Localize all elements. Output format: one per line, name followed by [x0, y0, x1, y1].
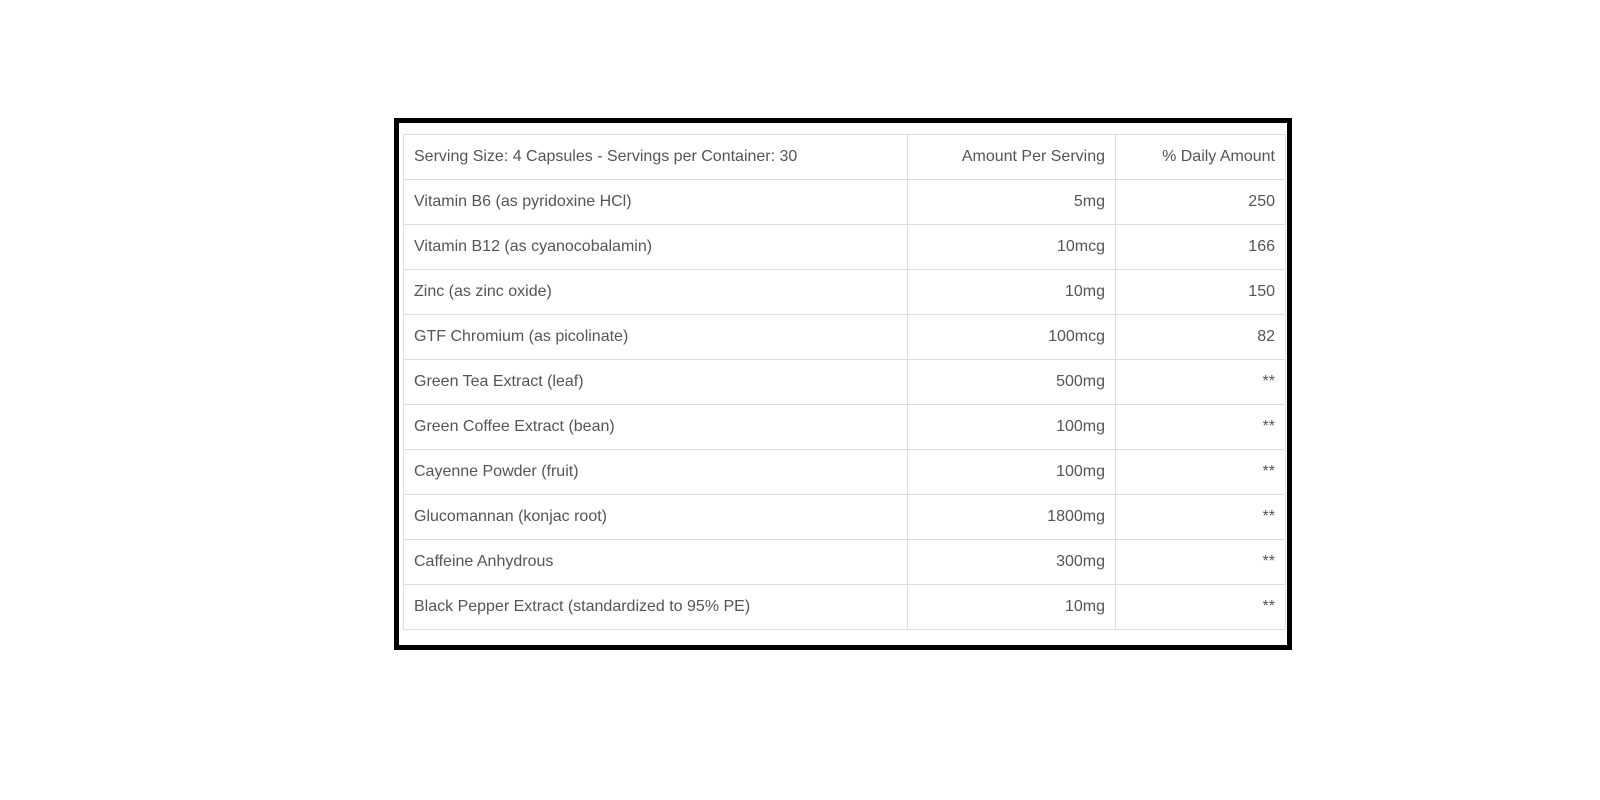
ingredient-name: Caffeine Anhydrous	[404, 540, 908, 585]
ingredient-daily: **	[1116, 540, 1286, 585]
ingredient-name: Glucomannan (konjac root)	[404, 495, 908, 540]
serving-size-cell: Serving Size: 4 Capsules - Servings per Container: 30	[404, 135, 908, 180]
ingredient-name: Zinc (as zinc oxide)	[404, 270, 908, 315]
ingredient-name: Green Tea Extract (leaf)	[404, 360, 908, 405]
ingredient-amount: 100mg	[908, 405, 1116, 450]
ingredient-name: Vitamin B6 (as pyridoxine HCl)	[404, 180, 908, 225]
table-header-row	[404, 135, 1286, 180]
ingredient-daily: **	[1116, 360, 1286, 405]
daily-header-cell: % Daily Amount	[1116, 135, 1286, 180]
supplement-facts-frame	[394, 118, 1292, 650]
table-row	[404, 585, 1286, 630]
ingredient-name: Vitamin B12 (as cyanocobalamin)	[404, 225, 908, 270]
ingredient-amount: 500mg	[908, 360, 1116, 405]
ingredient-amount: 1800mg	[908, 495, 1116, 540]
table-row	[404, 315, 1286, 360]
ingredient-name: Black Pepper Extract (standardized to 95% PE)	[404, 585, 908, 630]
amount-header-cell: Amount Per Serving	[908, 135, 1116, 180]
table-row	[404, 405, 1286, 450]
table-row	[404, 450, 1286, 495]
table-row	[404, 270, 1286, 315]
ingredient-amount: 5mg	[908, 180, 1116, 225]
ingredient-name: Cayenne Powder (fruit)	[404, 450, 908, 495]
ingredient-name: Green Coffee Extract (bean)	[404, 405, 908, 450]
ingredient-amount: 10mcg	[908, 225, 1116, 270]
table-row	[404, 495, 1286, 540]
ingredient-daily: 250	[1116, 180, 1286, 225]
ingredient-amount: 100mg	[908, 450, 1116, 495]
ingredient-amount: 10mg	[908, 270, 1116, 315]
ingredient-daily: 166	[1116, 225, 1286, 270]
table-row	[404, 540, 1286, 585]
table-row	[404, 360, 1286, 405]
ingredient-amount: 10mg	[908, 585, 1116, 630]
table-row	[404, 180, 1286, 225]
ingredient-amount: 100mcg	[908, 315, 1116, 360]
ingredient-daily: 82	[1116, 315, 1286, 360]
ingredient-amount: 300mg	[908, 540, 1116, 585]
table-row	[404, 225, 1286, 270]
supplement-facts-table	[403, 134, 1286, 630]
ingredient-daily: **	[1116, 405, 1286, 450]
ingredient-name: GTF Chromium (as picolinate)	[404, 315, 908, 360]
ingredient-daily: **	[1116, 450, 1286, 495]
ingredient-daily: 150	[1116, 270, 1286, 315]
ingredient-daily: **	[1116, 495, 1286, 540]
ingredient-daily: **	[1116, 585, 1286, 630]
